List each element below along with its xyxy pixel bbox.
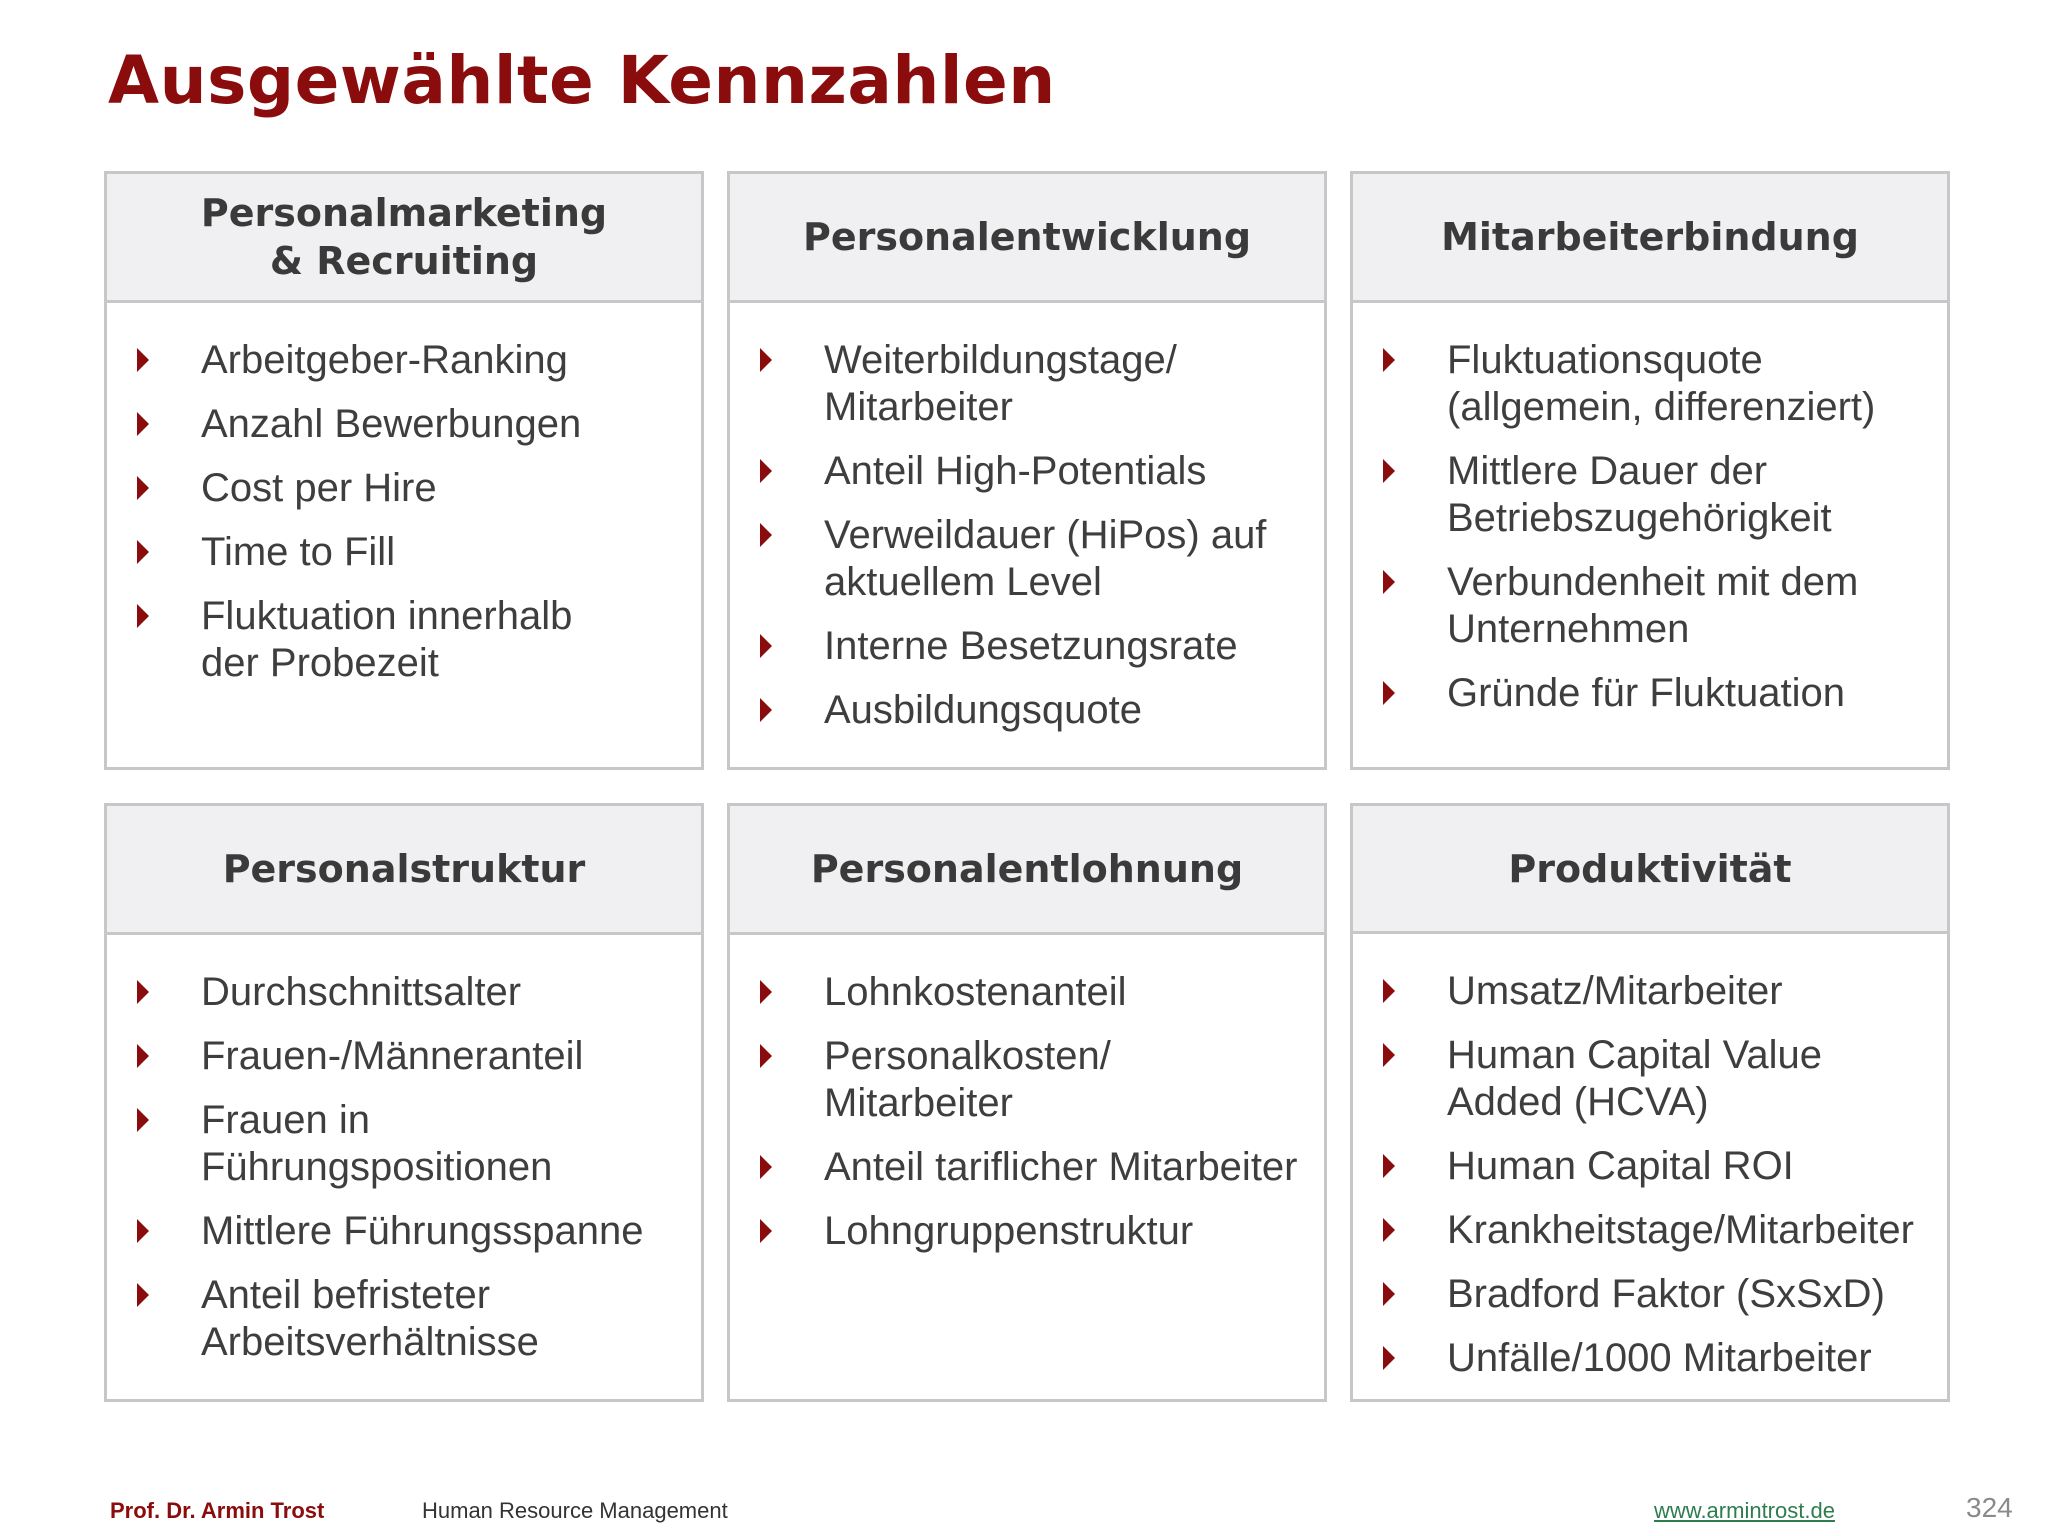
list-item-text: Mittlere Dauer der Betriebszugehörigkeit	[1447, 449, 1832, 540]
list-item-text: Fluktuationsquote (allgemein, differenziert)	[1447, 338, 1876, 429]
card-header: Personalstruktur	[107, 806, 701, 935]
card-produktivitaet	[1350, 803, 1950, 1402]
list-item	[1383, 337, 1927, 431]
triangle-bullet-icon	[1383, 1282, 1395, 1306]
list-item-text: Cost per Hire	[201, 466, 437, 510]
list-item	[137, 969, 681, 1016]
card-personalentlohnung	[727, 803, 1327, 1402]
list-item-text: Lohnkostenanteil	[824, 970, 1127, 1014]
card-personalstruktur	[104, 803, 704, 1402]
triangle-bullet-icon	[137, 348, 149, 372]
list-item	[137, 1097, 681, 1191]
triangle-bullet-icon	[137, 540, 149, 564]
list-item-text: Ausbildungsquote	[824, 688, 1143, 732]
triangle-bullet-icon	[1383, 1346, 1395, 1370]
triangle-bullet-icon	[760, 634, 772, 658]
list-item	[137, 465, 681, 512]
triangle-bullet-icon	[760, 1219, 772, 1243]
list-item	[137, 593, 681, 687]
list-item	[1383, 1143, 1927, 1190]
list-item-text: Time to Fill	[201, 530, 396, 574]
triangle-bullet-icon	[760, 1044, 772, 1068]
list-item	[1383, 1032, 1927, 1126]
card-personalentwicklung	[727, 171, 1327, 770]
list-item	[137, 1272, 681, 1366]
triangle-bullet-icon	[1383, 1154, 1395, 1178]
list-item	[137, 1208, 681, 1255]
footer-website-link[interactable]: www.armintrost.de	[1654, 1498, 1835, 1523]
list-item-text: Gründe für Fluktuation	[1447, 671, 1845, 715]
triangle-bullet-icon	[137, 1283, 149, 1307]
list-item	[1383, 1335, 1927, 1382]
list-item-text: Durchschnittsalter	[201, 970, 522, 1014]
list-item	[760, 1033, 1304, 1127]
list-item-text: Unfälle/1000 Mitarbeiter	[1447, 1336, 1872, 1380]
triangle-bullet-icon	[760, 348, 772, 372]
list-item	[760, 1208, 1304, 1255]
card-personalmarketing-recruiting	[104, 171, 704, 770]
triangle-bullet-icon	[760, 980, 772, 1004]
list-item	[760, 337, 1304, 431]
list-item	[760, 448, 1304, 495]
list-item	[760, 1144, 1304, 1191]
list-item-text: Anteil High-Potentials	[824, 449, 1207, 493]
card-header: Produktivität	[1353, 806, 1947, 934]
list-item-text: Arbeitgeber-Ranking	[201, 338, 568, 382]
list-item-text: Frauen-/Männeranteil	[201, 1034, 584, 1078]
triangle-bullet-icon	[760, 523, 772, 547]
list-item-text: Personalkosten/ Mitarbeiter	[824, 1034, 1111, 1125]
list-item	[1383, 559, 1927, 653]
list-item	[760, 687, 1304, 734]
triangle-bullet-icon	[1383, 979, 1395, 1003]
triangle-bullet-icon	[1383, 1043, 1395, 1067]
list-item-text: Anzahl Bewerbungen	[201, 402, 582, 446]
list-item	[137, 1033, 681, 1080]
card-header: Mitarbeiterbindung	[1353, 174, 1947, 303]
triangle-bullet-icon	[137, 412, 149, 436]
list-item-text: Anteil tariflicher Mitarbeiter	[824, 1145, 1298, 1189]
triangle-bullet-icon	[137, 1219, 149, 1243]
list-item	[1383, 968, 1927, 1015]
list-item-text: Human Capital Value Added (HCVA)	[1447, 1033, 1823, 1124]
list-item-text: Lohngruppenstruktur	[824, 1209, 1194, 1253]
kpi-grid	[104, 171, 1950, 1402]
card-item-list	[107, 303, 701, 704]
triangle-bullet-icon	[1383, 1218, 1395, 1242]
triangle-bullet-icon	[1383, 681, 1395, 705]
list-item	[1383, 1207, 1927, 1254]
triangle-bullet-icon	[760, 698, 772, 722]
page-number: 324	[1966, 1492, 2013, 1523]
footer-course-name: Human Resource Management	[422, 1498, 728, 1523]
card-item-list	[107, 935, 701, 1383]
card-header: Personalentlohnung	[730, 806, 1324, 935]
triangle-bullet-icon	[1383, 459, 1395, 483]
list-item	[137, 529, 681, 576]
triangle-bullet-icon	[1383, 348, 1395, 372]
footer-author: Prof. Dr. Armin Trost	[110, 1498, 325, 1523]
list-item	[1383, 448, 1927, 542]
list-item	[1383, 670, 1927, 717]
list-item-text: Verbundenheit mit dem Unternehmen	[1447, 560, 1859, 651]
list-item-text: Frauen in Führungspositionen	[201, 1098, 553, 1189]
list-item	[137, 401, 681, 448]
list-item-text: Fluktuation innerhalb der Probezeit	[201, 594, 573, 685]
triangle-bullet-icon	[137, 604, 149, 628]
triangle-bullet-icon	[760, 1155, 772, 1179]
card-header: Personalmarketing & Recruiting	[107, 174, 701, 303]
triangle-bullet-icon	[760, 459, 772, 483]
list-item-text: Interne Besetzungsrate	[824, 624, 1238, 668]
list-item-text: Weiterbildungstage/ Mitarbeiter	[824, 338, 1177, 429]
card-header: Personalentwicklung	[730, 174, 1324, 303]
list-item-text: Anteil befristeter Arbeitsverhältnisse	[201, 1273, 539, 1364]
list-item	[1383, 1271, 1927, 1318]
list-item	[137, 337, 681, 384]
list-item	[760, 512, 1304, 606]
triangle-bullet-icon	[137, 476, 149, 500]
triangle-bullet-icon	[1383, 570, 1395, 594]
list-item	[760, 969, 1304, 1016]
card-mitarbeiterbindung	[1350, 171, 1950, 770]
card-item-list	[730, 303, 1324, 751]
list-item	[760, 623, 1304, 670]
list-item-text: Verweildauer (HiPos) auf aktuellem Level	[824, 513, 1267, 604]
card-item-list	[1353, 303, 1947, 734]
card-item-list	[730, 935, 1324, 1272]
list-item-text: Bradford Faktor (SxSxD)	[1447, 1272, 1885, 1316]
triangle-bullet-icon	[137, 980, 149, 1004]
triangle-bullet-icon	[137, 1108, 149, 1132]
triangle-bullet-icon	[137, 1044, 149, 1068]
list-item-text: Umsatz/Mitarbeiter	[1447, 969, 1783, 1013]
list-item-text: Krankheitstage/Mitarbeiter	[1447, 1208, 1914, 1252]
slide-title: Ausgewählte Kennzahlen	[108, 42, 1056, 119]
list-item-text: Human Capital ROI	[1447, 1144, 1794, 1188]
list-item-text: Mittlere Führungsspanne	[201, 1209, 644, 1253]
card-item-list	[1353, 934, 1947, 1399]
